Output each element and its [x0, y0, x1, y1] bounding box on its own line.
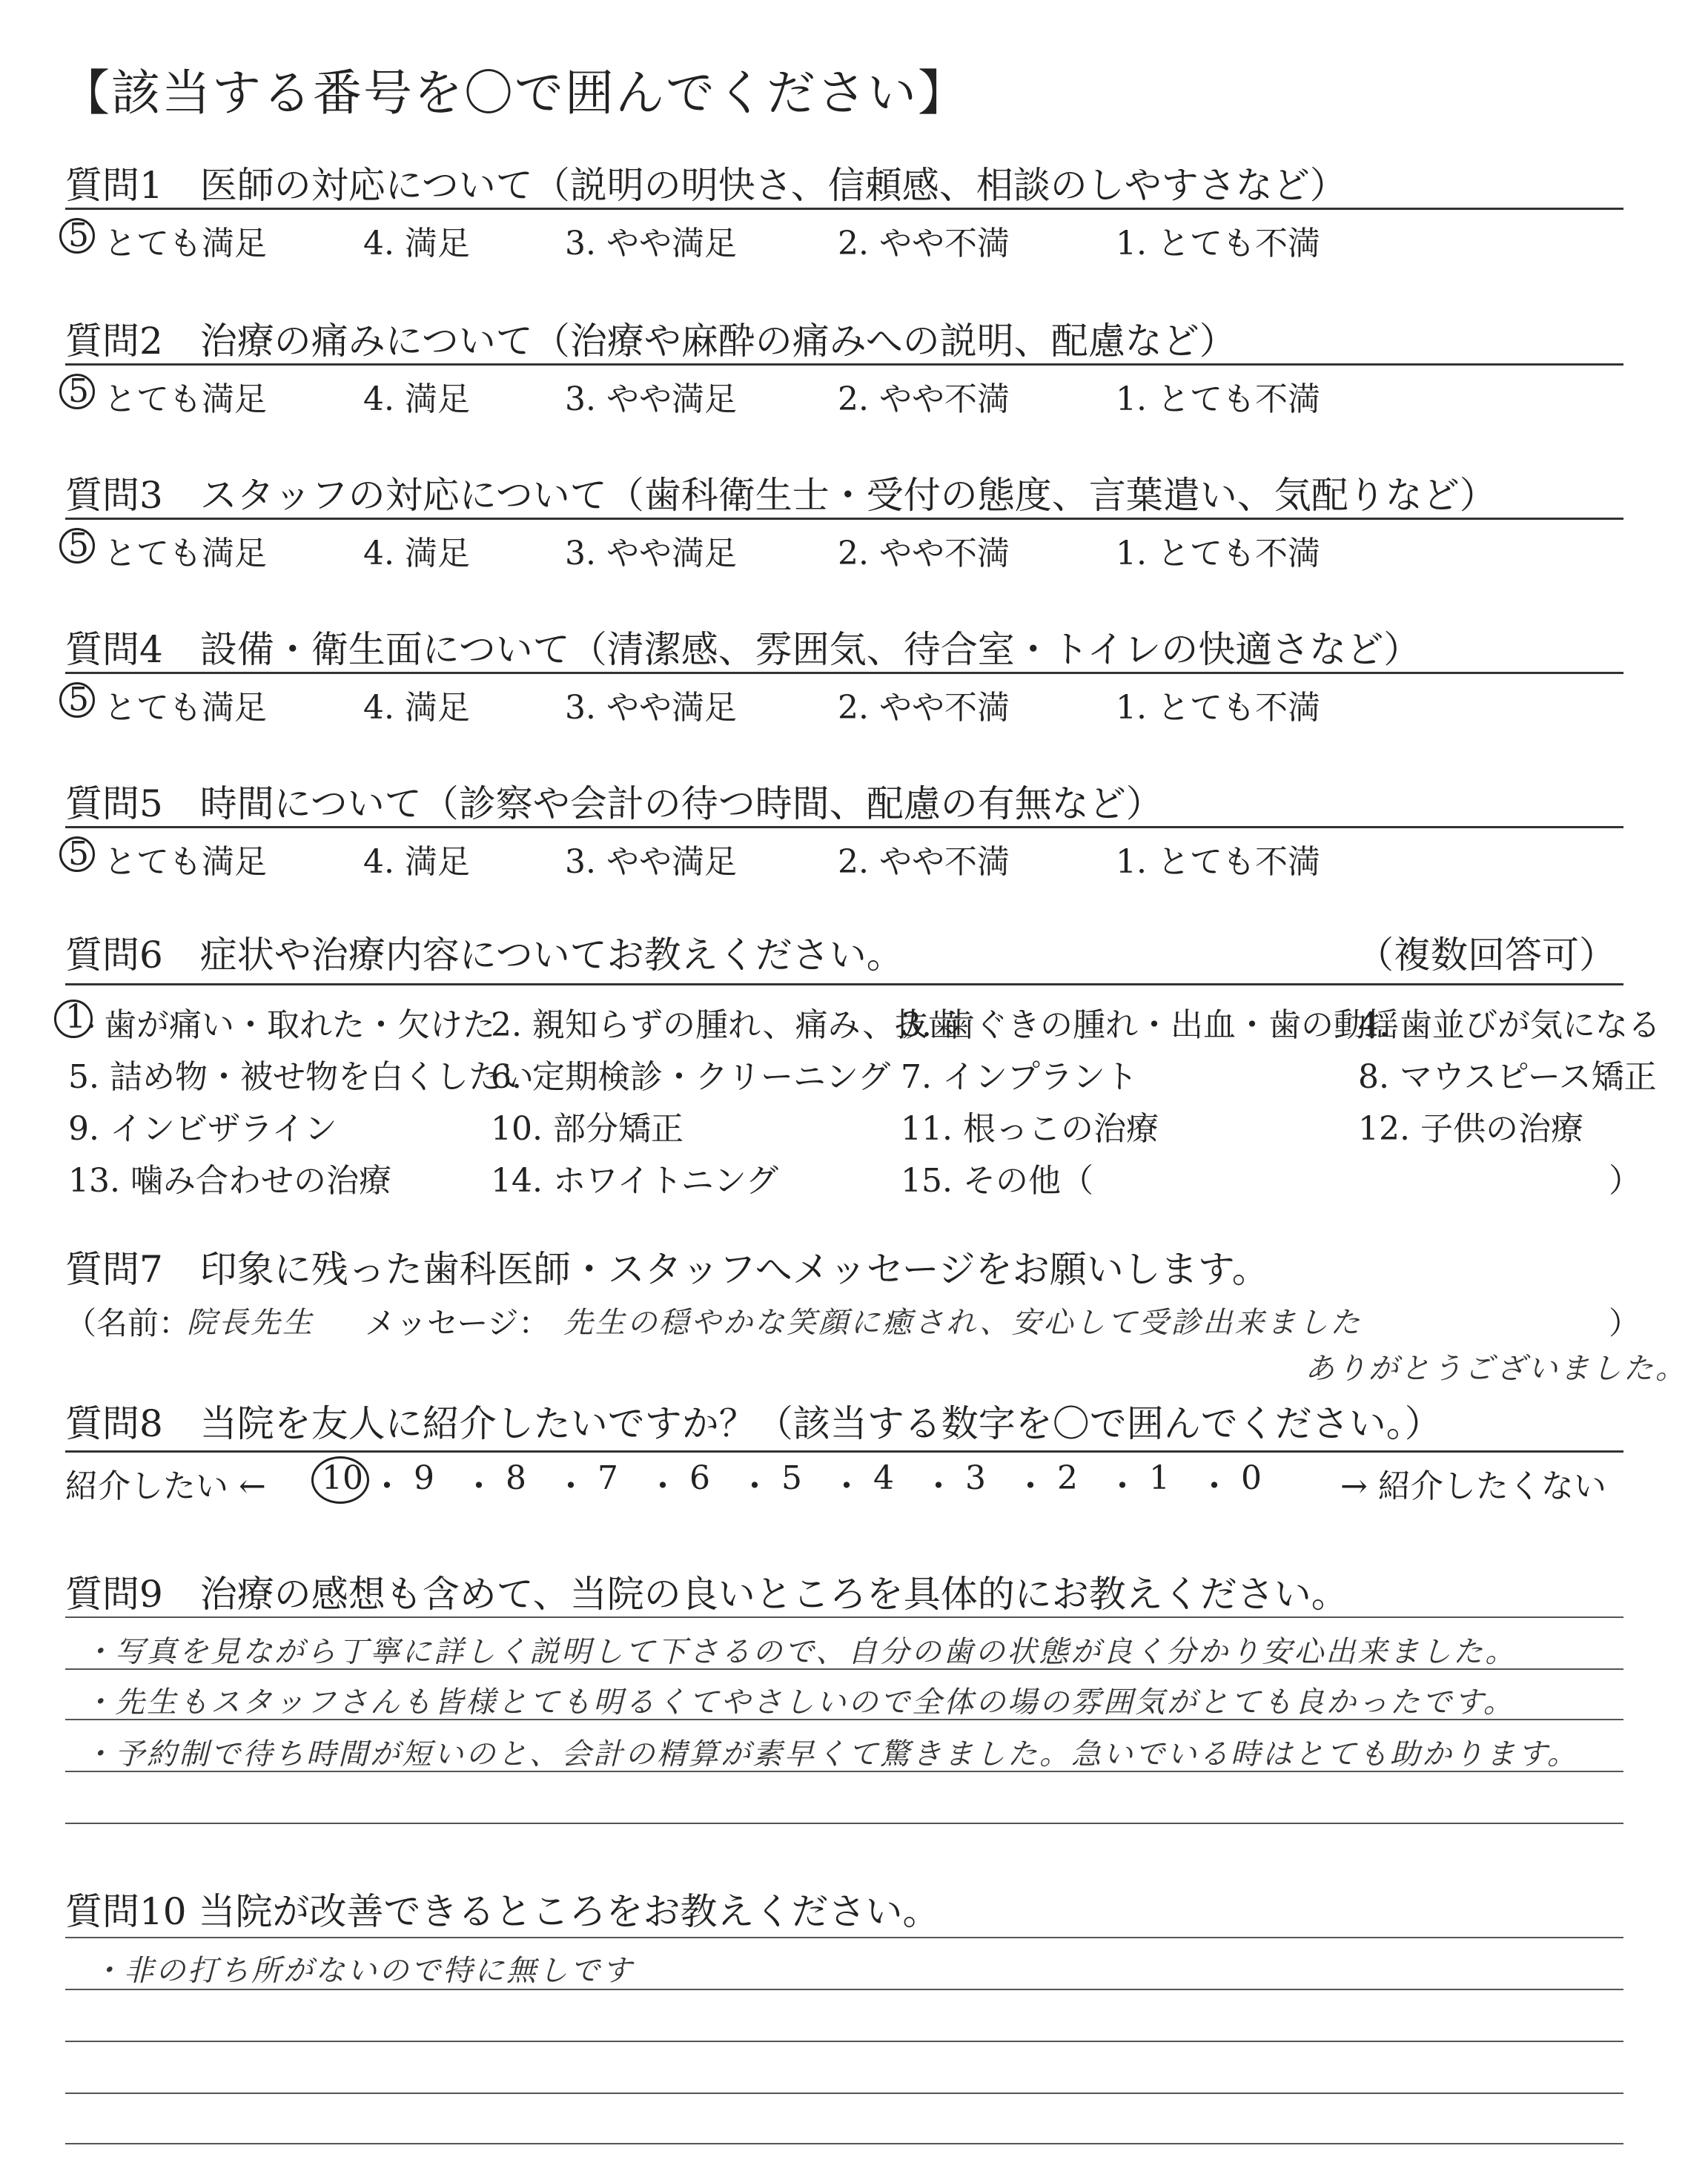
rating-option-5[interactable]: とても満足: [104, 689, 267, 727]
question-1-label: 質問1 医師の対応について（説明の明快さ、信頼感、相談のしやすさなど）: [65, 164, 1347, 207]
q7-message-label: メッセージ：: [365, 1305, 550, 1341]
q8-scale-6[interactable]: 6: [689, 1459, 710, 1497]
rating-option-3[interactable]: 3. やや満足: [565, 380, 737, 418]
q8-scale-2[interactable]: 2: [1057, 1459, 1078, 1497]
q6-option-3[interactable]: 3. 歯ぐきの腫れ・出血・歯の動揺: [901, 1006, 1399, 1044]
q8-left-label: 紹介したい ←: [65, 1467, 266, 1505]
q6-option-6[interactable]: 6. 定期検診・クリーニング: [491, 1058, 891, 1096]
q6-option-2[interactable]: 2. 親知らずの腫れ、痛み、抜歯: [491, 1006, 961, 1044]
q10-answer-1[interactable]: ・非の打ち所がないので特に無しです: [92, 1954, 634, 1988]
question-rule: [65, 518, 1623, 520]
rating-option-4[interactable]: 4. 満足: [363, 689, 470, 727]
q10-line: [65, 2143, 1623, 2144]
q8-scale-separator: ・: [738, 1467, 771, 1505]
q6-option-9[interactable]: 9. インビザライン: [68, 1110, 337, 1148]
rating-option-1[interactable]: 1. とても不満: [1116, 535, 1320, 572]
q8-scale-0[interactable]: 0: [1241, 1459, 1262, 1497]
q6-option-14[interactable]: 14. ホワイトニング: [491, 1162, 779, 1200]
rating-option-5[interactable]: とても満足: [104, 535, 267, 572]
rating-option-2[interactable]: 2. やや不満: [838, 380, 1010, 418]
q6-option-1-number: 1.: [65, 998, 96, 1036]
q8-scale-separator: ・: [463, 1467, 495, 1505]
question-4-label: 質問4 設備・衛生面について（清潔感、雰囲気、待合室・トイレの快適さなど）: [65, 628, 1421, 671]
q6-option-1[interactable]: 歯が痛い・取れた・欠けた: [104, 1006, 495, 1044]
q8-scale-separator: ・: [1198, 1467, 1231, 1505]
q6-option-11[interactable]: 11. 根っこの治療: [901, 1110, 1159, 1148]
q8-scale-3[interactable]: 3: [965, 1459, 986, 1497]
q8-scale-7[interactable]: 7: [598, 1459, 618, 1497]
q8-scale-separator: ・: [922, 1467, 955, 1505]
q8-scale-4[interactable]: 4: [873, 1459, 894, 1497]
question-5-label: 質問5 時間について（診察や会計の待つ時間、配慮の有無など）: [65, 782, 1163, 825]
q7-name-label: （名前：: [65, 1305, 191, 1341]
q9-line: [65, 1616, 1623, 1618]
rating-option-3[interactable]: 3. やや満足: [565, 535, 737, 572]
selected-rating-number: 5: [68, 681, 89, 719]
q10-line: [65, 2093, 1623, 2094]
selected-rating-number: 5: [68, 835, 89, 873]
question-rule: [65, 826, 1623, 828]
rating-option-1[interactable]: 1. とても不満: [1116, 225, 1320, 262]
rating-option-4[interactable]: 4. 満足: [363, 380, 470, 418]
q9-answer-2[interactable]: ・先生もスタッフさんも皆様とても明るくてやさしいので全体の場の雰囲気がとても良かったです。: [83, 1685, 1515, 1720]
rating-option-4[interactable]: 4. 満足: [363, 535, 470, 572]
selected-rating-number: 5: [68, 372, 89, 410]
q10-line: [65, 1937, 1623, 1938]
q9-answer-1[interactable]: ・写真を見ながら丁寧に詳しく説明して下さるので、自分の歯の状態が良く分かり安心出来ました。: [83, 1635, 1517, 1669]
q6-label: 質問6 症状や治療内容についてお教えください。: [65, 934, 904, 977]
q8-scale-separator: ・: [830, 1467, 863, 1505]
q10-line: [65, 2041, 1623, 2042]
rating-option-1[interactable]: 1. とても不満: [1116, 380, 1320, 418]
q9-label: 質問9 治療の感想も含めて、当院の良いところを具体的にお教えください。: [65, 1573, 1348, 1616]
rating-option-2[interactable]: 2. やや不満: [838, 843, 1010, 881]
q6-note: （複数回答可）: [1357, 934, 1616, 977]
q7-close: ）: [1609, 1305, 1641, 1341]
rating-option-5[interactable]: とても満足: [104, 225, 267, 262]
q8-scale-separator: ・: [646, 1467, 679, 1505]
q6-option-7[interactable]: 7. インプラント: [901, 1058, 1138, 1096]
rating-option-2[interactable]: 2. やや不満: [838, 225, 1010, 262]
q8-scale-8[interactable]: 8: [506, 1459, 526, 1497]
q10-label: 質問10 当院が改善できるところをお教えください。: [65, 1890, 940, 1933]
selection-circle: [311, 1456, 369, 1504]
q7-name-value[interactable]: 院長先生: [187, 1306, 314, 1340]
selected-rating-number: 5: [68, 526, 89, 564]
q8-rule: [65, 1450, 1623, 1453]
q7-label: 質問7 印象に残った歯科医師・スタッフへメッセージをお願いします。: [65, 1248, 1269, 1291]
rating-option-1[interactable]: 1. とても不満: [1116, 843, 1320, 881]
q8-scale-separator: ・: [1106, 1467, 1139, 1505]
rating-option-3[interactable]: 3. やや満足: [565, 843, 737, 881]
question-rule: [65, 363, 1623, 366]
q9-answer-3[interactable]: ・予約制で待ち時間が短いのと、会計の精算が素早くて驚きました。急いでいる時はとても助かります。: [83, 1737, 1579, 1771]
rating-option-3[interactable]: 3. やや満足: [565, 689, 737, 727]
q6-option-15[interactable]: 15. その他（: [901, 1162, 1093, 1200]
question-rule: [65, 208, 1623, 210]
q8-scale-9[interactable]: 9: [414, 1459, 434, 1497]
q6-option-15-close: ）: [1609, 1162, 1641, 1200]
q6-option-4[interactable]: 4. 歯並びが気になる: [1358, 1006, 1661, 1044]
page-title: 【該当する番号を〇で囲んでください】: [61, 65, 968, 122]
rating-option-5[interactable]: とても満足: [104, 843, 267, 881]
rating-option-2[interactable]: 2. やや不満: [838, 535, 1010, 572]
q8-scale-5[interactable]: 5: [781, 1459, 802, 1497]
q6-option-12[interactable]: 12. 子供の治療: [1358, 1110, 1583, 1148]
q6-option-5[interactable]: 5. 詰め物・被せ物を白くしたい: [68, 1058, 534, 1096]
q6-option-13[interactable]: 13. 噛み合わせの治療: [68, 1162, 391, 1200]
selected-rating-number: 5: [68, 217, 89, 254]
q8-right-label: → 紹介したくない: [1340, 1467, 1606, 1505]
question-3-label: 質問3 スタッフの対応について（歯科衛生士・受付の態度、言葉遣い、気配りなど）: [65, 474, 1497, 517]
q9-line: [65, 1823, 1623, 1824]
q8-scale-10[interactable]: 10: [322, 1459, 363, 1497]
q6-option-8[interactable]: 8. マウスピース矯正: [1358, 1058, 1657, 1096]
q6-option-10[interactable]: 10. 部分矯正: [491, 1110, 683, 1148]
q7-message-value[interactable]: 先生の穏やかな笑顔に癒され、安心して受診出来ました: [563, 1306, 1363, 1340]
rating-option-1[interactable]: 1. とても不満: [1116, 689, 1320, 727]
question-rule: [65, 672, 1623, 674]
rating-option-5[interactable]: とても満足: [104, 380, 267, 418]
rating-option-2[interactable]: 2. やや不満: [838, 689, 1010, 727]
q8-scale-separator: ・: [1014, 1467, 1047, 1505]
rating-option-3[interactable]: 3. やや満足: [565, 225, 737, 262]
q8-label: 質問8 当院を友人に紹介したいですか？（該当する数字を〇で囲んでください。）: [65, 1402, 1442, 1445]
q8-scale-separator: ・: [371, 1467, 403, 1505]
question-2-label: 質問2 治療の痛みについて（治療や麻酔の痛みへの説明、配慮など）: [65, 320, 1237, 363]
q8-scale-separator: ・: [555, 1467, 587, 1505]
rating-option-4[interactable]: 4. 満足: [363, 843, 470, 881]
q6-rule: [65, 983, 1623, 985]
q8-scale-1[interactable]: 1: [1149, 1459, 1170, 1497]
q7-message-continued[interactable]: ありがとうございました。: [1305, 1352, 1687, 1386]
rating-option-4[interactable]: 4. 満足: [363, 225, 470, 262]
